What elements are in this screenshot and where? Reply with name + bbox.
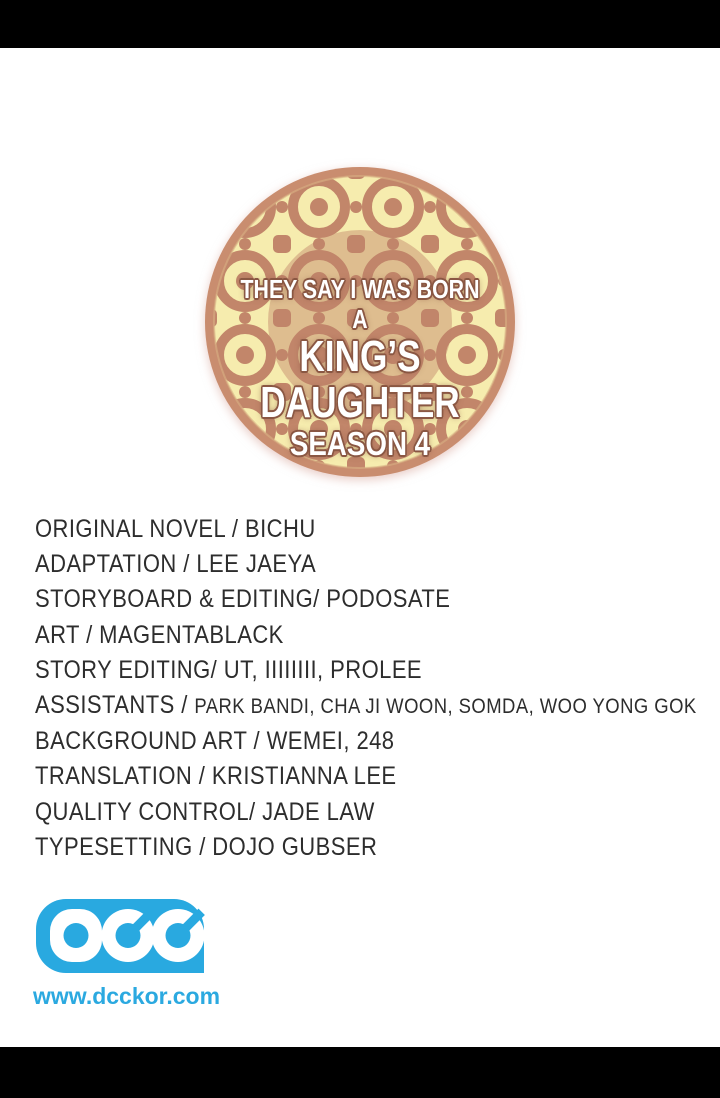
credit-text: TYPESETTING / DOJO GUBSER — [35, 832, 378, 861]
credit-text: STORY EDITING/ UT, IIIIIIII, PROLEE — [35, 655, 423, 684]
credit-typesetting — [35, 830, 697, 865]
credit-text: STORYBOARD & EDITING/ PODOSATE — [35, 585, 451, 614]
credit-background-art — [35, 724, 697, 759]
publisher-footer — [35, 898, 220, 1010]
credit-text: ART / MAGENTABLACK — [35, 620, 284, 649]
credit-adaptation — [35, 547, 697, 582]
credit-assistant-names: PARK BANDI, CHA JI WOON, SOMDA, WOO YONG GOK — [194, 695, 697, 719]
credit-text: ORIGINAL NOVEL / BICHU — [35, 515, 316, 543]
credit-translation — [35, 759, 697, 794]
credit-story-editing — [35, 653, 697, 688]
series-title-line1: THEY SAY I WAS BORN A — [240, 274, 480, 334]
credit-text: TRANSLATION / KRISTIANNA LEE — [35, 762, 397, 791]
credit-text: BACKGROUND ART / WEMEI, 248 — [35, 727, 395, 756]
series-season-label: SEASON 4 — [289, 425, 431, 462]
dcc-logo-icon — [35, 898, 205, 974]
top-letterbox-bar — [0, 0, 720, 48]
bottom-letterbox-bar — [0, 1047, 720, 1098]
credit-text: QUALITY CONTROL/ JADE LAW — [35, 797, 375, 826]
credit-text: ADAPTATION / LEE JAEYA — [35, 550, 317, 579]
series-title-line2: KING’S DAUGHTER — [260, 332, 460, 427]
credit-assistants — [35, 688, 697, 724]
credit-original-novel — [35, 512, 697, 547]
credits-list — [35, 512, 697, 865]
credit-storyboard-editing — [35, 582, 697, 617]
title-medallion — [204, 166, 516, 478]
series-title — [204, 274, 516, 462]
credit-art — [35, 618, 697, 653]
website-url: www.dcckor.com — [33, 983, 221, 1009]
credit-text: ASSISTANTS / — [35, 691, 195, 720]
credit-quality-control — [35, 795, 697, 830]
